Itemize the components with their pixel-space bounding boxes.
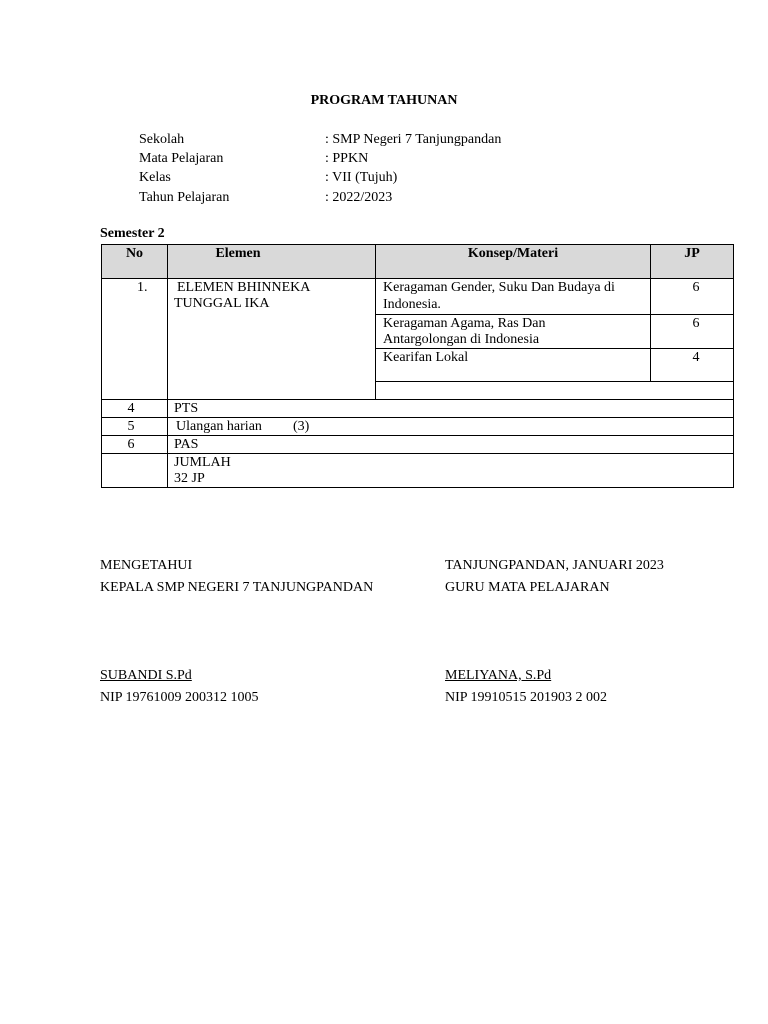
info-value-sekolah: : SMP Negeri 7 Tanjungpandan	[325, 132, 502, 147]
materi-2-line1: Keragaman Agama, Ras Dan	[383, 316, 546, 331]
row-pas-cell	[167, 435, 734, 454]
sig-left-line2: KEPALA SMP NEGERI 7 TANJUNGPANDAN	[100, 580, 374, 595]
materi-3-jp-cell	[650, 348, 734, 382]
row-uh-cell	[167, 417, 734, 436]
row-pts-no: 4	[127, 401, 135, 416]
materi-2-jp: 6	[692, 316, 700, 331]
row-total-cell	[167, 453, 734, 488]
row-pts-text: PTS	[174, 401, 199, 416]
row-uh-extra: (3)	[293, 419, 310, 434]
row-pts-cell	[167, 399, 734, 418]
materi-empty-cell	[375, 381, 734, 400]
materi-1-cell	[375, 278, 651, 315]
sig-left-nip: NIP 19761009 200312 1005	[100, 690, 259, 705]
row-pas-no-cell	[101, 435, 168, 454]
materi-2-line2: Antargolongan di Indonesia	[383, 332, 540, 347]
sig-left-name: SUBANDI S.Pd	[100, 668, 192, 683]
row-pts-no-cell	[101, 399, 168, 418]
row-pas-text: PAS	[174, 437, 199, 452]
sig-right-line2: GURU MATA PELAJARAN	[445, 580, 610, 595]
row1-no: 1.	[137, 280, 148, 295]
table-header-no	[101, 244, 168, 279]
document-title: PROGRAM TAHUNAN	[310, 93, 458, 108]
materi-2-cell	[375, 314, 651, 349]
header-no-label: No	[125, 246, 144, 261]
materi-3-line1: Kearifan Lokal	[383, 350, 469, 365]
row-uh-text: Ulangan harian	[176, 419, 262, 434]
row-uh-no-cell	[101, 417, 168, 436]
info-label-tahun-pelajaran: Tahun Pelajaran	[139, 190, 230, 205]
materi-1-jp: 6	[692, 280, 700, 295]
table-header-elemen	[167, 244, 376, 279]
info-label-mata-pelajaran: Mata Pelajaran	[139, 151, 224, 166]
table-header-jp	[650, 244, 734, 279]
info-value-mata-pelajaran: : PPKN	[325, 151, 369, 166]
header-konsep-label: Konsep/Materi	[467, 246, 559, 261]
header-elemen-label: Elemen	[215, 246, 261, 261]
materi-1-line1: Keragaman Gender, Suku Dan Budaya di	[383, 280, 615, 295]
row1-no-cell	[101, 278, 168, 400]
sig-right-line1: TANJUNGPANDAN, JANUARI 2023	[445, 558, 664, 573]
sig-right-name: MELIYANA, S.Pd	[445, 668, 552, 683]
info-label-kelas: Kelas	[139, 170, 171, 185]
row1-elemen-line1: ELEMEN BHINNEKA	[177, 280, 311, 295]
materi-1-jp-cell	[650, 278, 734, 315]
row-total-no-cell	[101, 453, 168, 488]
row1-elemen-cell	[167, 278, 376, 400]
sig-right-nip: NIP 19910515 201903 2 002	[445, 690, 608, 705]
row-total-line1: JUMLAH	[174, 455, 231, 470]
row-pas-no: 6	[127, 437, 135, 452]
row-total-line2: 32 JP	[174, 471, 205, 486]
row1-elemen-line2: TUNGGAL IKA	[174, 296, 270, 311]
header-jp-label: JP	[684, 246, 700, 261]
materi-1-line2: Indonesia.	[383, 297, 441, 312]
row-uh-no: 5	[127, 419, 135, 434]
materi-3-cell	[375, 348, 651, 382]
info-value-kelas: : VII (Tujuh)	[325, 170, 398, 185]
sig-left-line1: MENGETAHUI	[100, 558, 193, 573]
materi-3-jp: 4	[692, 350, 700, 365]
semester-heading: Semester 2	[100, 226, 165, 241]
table-header-konsep	[375, 244, 651, 279]
info-label-sekolah: Sekolah	[139, 132, 185, 147]
materi-2-jp-cell	[650, 314, 734, 349]
info-value-tahun-pelajaran: : 2022/2023	[325, 190, 393, 205]
